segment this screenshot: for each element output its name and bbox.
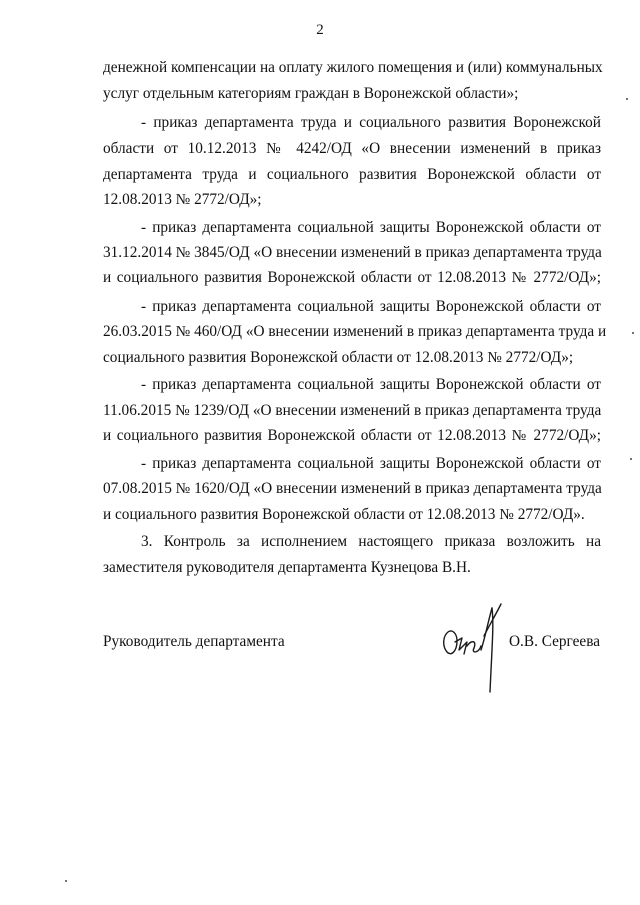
text-line: 31.12.2014 № 3845/ОД «О внесении изменений в приказ департамента труда bbox=[103, 244, 602, 261]
text-line: 26.03.2015 № 460/ОД «О внесении изменений в приказ департамента труда и bbox=[103, 323, 607, 340]
text-line: и социального развития Воронежской области от 12.08.2013 № 2772/ОД»; bbox=[103, 269, 601, 286]
text-line: 3. Контроль за исполнением настоящего приказа возложить на bbox=[141, 533, 601, 550]
scan-speck bbox=[65, 880, 67, 882]
text-line: услуг отдельным категориям граждан в Воронежской области»; bbox=[103, 85, 519, 102]
text-line: - приказ департамента социальной защиты Воронежской области от bbox=[141, 298, 601, 315]
text-line: 12.08.2013 № 2772/ОД»; bbox=[103, 191, 262, 208]
scan-speck bbox=[630, 458, 632, 460]
text-line: 11.06.2015 № 1239/ОД «О внесении изменений в приказ департамента труда bbox=[103, 402, 602, 419]
text-line: 07.08.2015 № 1620/ОД «О внесении изменений в приказ департамента труда bbox=[103, 480, 602, 497]
text-line: и социального развития Воронежской области от 12.08.2013 № 2772/ОД». bbox=[103, 506, 585, 523]
scan-speck bbox=[626, 98, 628, 100]
text-line: - приказ департамента социальной защиты Воронежской области от bbox=[141, 376, 601, 393]
page-number: 2 bbox=[316, 22, 324, 38]
signatory-position: Руководитель департамента bbox=[103, 633, 285, 650]
text-line: заместителя руководителя департамента Кузнецова В.Н. bbox=[103, 559, 471, 576]
text-line: денежной компенсации на оплату жилого помещения и (или) коммунальных bbox=[103, 59, 603, 76]
scan-speck bbox=[632, 332, 634, 334]
text-line: - приказ департамента социальной защиты Воронежской области от bbox=[141, 455, 601, 472]
text-line: - приказ департамента социальной защиты Воронежской области от bbox=[141, 219, 601, 236]
text-line: департамента труда и социального развития Воронежской области от bbox=[103, 166, 601, 183]
handwritten-signature bbox=[440, 598, 512, 694]
text-line: области от 10.12.2013 № 4242/ОД «О внесении изменений в приказ bbox=[103, 140, 601, 157]
text-line: социального развития Воронежской области от 12.08.2013 № 2772/ОД»; bbox=[103, 349, 574, 366]
text-line: и социального развития Воронежской области от 12.08.2013 № 2772/ОД»; bbox=[103, 427, 601, 444]
text-line: - приказ департамента труда и социального развития Воронежской bbox=[141, 114, 601, 131]
signatory-name: О.В. Сергеева bbox=[509, 633, 601, 650]
